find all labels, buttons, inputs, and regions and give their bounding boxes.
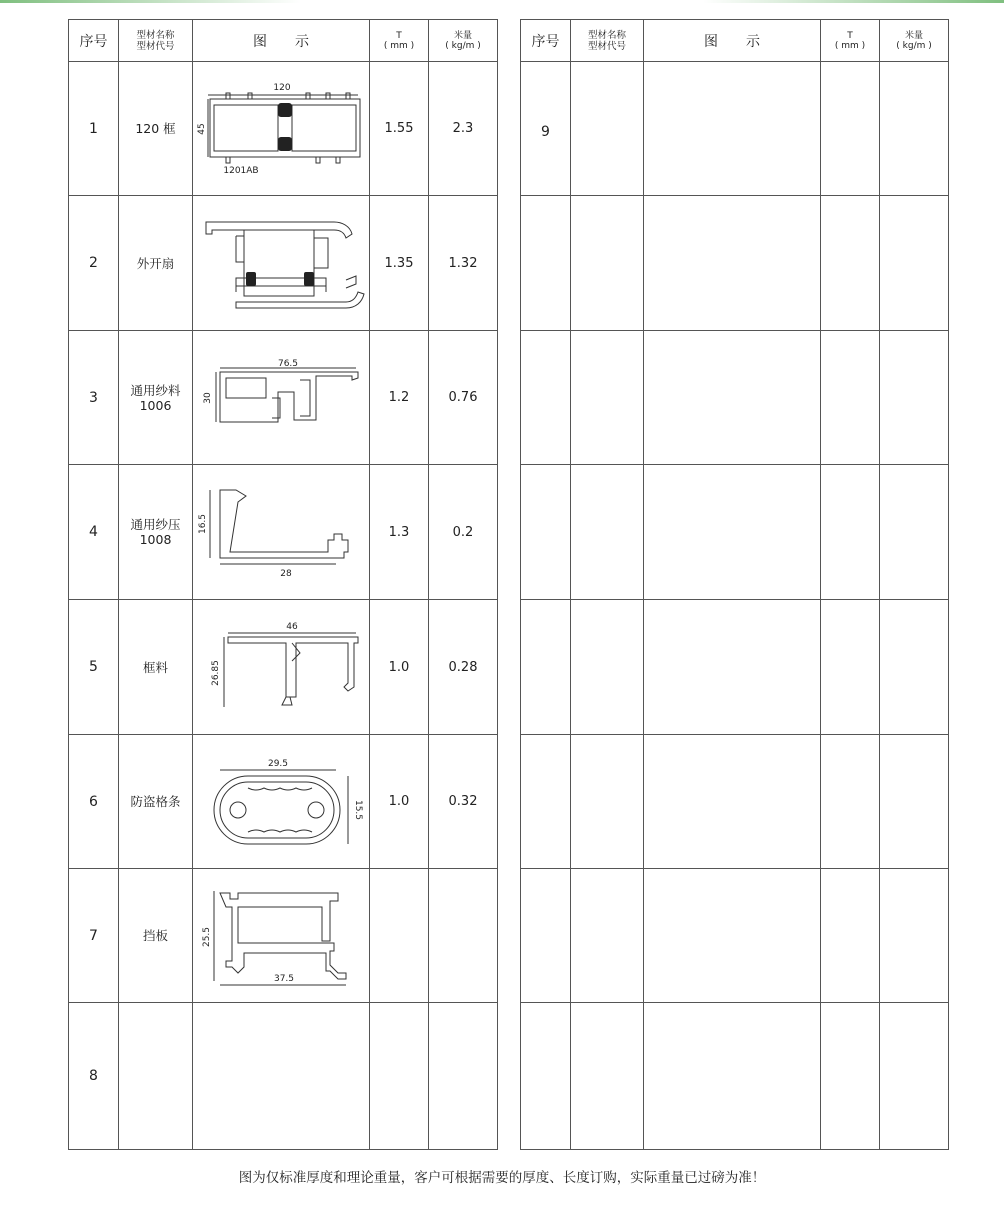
row-name	[571, 869, 644, 1003]
dim-label-height: 16.5	[198, 513, 208, 535]
profile-drawing	[196, 358, 366, 438]
profile-figure-empty	[644, 331, 821, 465]
row-name	[571, 465, 644, 600]
table-row	[69, 869, 498, 1003]
row-name-line2: 1006	[139, 397, 172, 413]
row-thickness	[821, 465, 880, 600]
row-name-line1: 通用纱压	[130, 517, 181, 532]
row-weight: 0.32	[429, 735, 498, 869]
row-no	[521, 600, 571, 735]
dim-label-height: 15.5	[353, 799, 363, 820]
row-thickness: 1.35	[370, 196, 429, 331]
row-name	[571, 196, 644, 331]
table-row	[69, 465, 498, 600]
header-name-line1: 型材名称	[136, 29, 175, 41]
row-name: 挡板	[119, 869, 193, 1003]
table-row	[69, 331, 498, 465]
dim-label-height: 30	[203, 391, 213, 404]
row-no: 4	[69, 465, 119, 600]
row-name	[571, 331, 644, 465]
dim-label-width: 120	[273, 82, 291, 93]
row-thickness	[370, 1003, 429, 1150]
header-t-line2: ( mm )	[383, 40, 415, 51]
row-thickness: 1.0	[370, 600, 429, 735]
row-weight	[429, 1003, 498, 1150]
table-row	[521, 600, 949, 735]
profile-outline	[220, 490, 348, 558]
header-t-line1: T	[396, 30, 402, 41]
row-name	[119, 1003, 193, 1150]
row-thickness	[821, 331, 880, 465]
header-t-line1: T	[847, 30, 853, 41]
dim-label-width: 28	[280, 569, 292, 579]
table-row	[521, 1003, 949, 1150]
profile-figure-empty	[644, 1003, 821, 1150]
header-no: 序号	[521, 20, 571, 62]
header-weight	[880, 20, 949, 62]
profile-figure-empty	[644, 869, 821, 1003]
header-t-line2: ( mm )	[834, 40, 866, 51]
header-w-line1: 米量	[904, 30, 923, 41]
header-no: 序号	[69, 20, 119, 62]
profile-figure-empty	[644, 465, 821, 600]
row-name	[571, 1003, 644, 1150]
header-name-line2: 型材代号	[587, 40, 626, 52]
profile-outline	[220, 372, 358, 422]
row-thickness: 1.0	[370, 735, 429, 869]
row-no	[521, 869, 571, 1003]
row-thickness: 1.3	[370, 465, 429, 600]
header-thickness	[821, 20, 880, 62]
row-weight	[880, 465, 949, 600]
profile-drawing	[196, 752, 366, 852]
row-weight	[880, 869, 949, 1003]
header-row	[521, 20, 949, 62]
profile-outline	[206, 222, 352, 238]
profile-drawing	[196, 881, 366, 991]
header-figure: 图 示	[644, 20, 821, 62]
header-w-line2: ( kg/m )	[896, 40, 932, 51]
right-spec-table	[520, 19, 949, 1150]
row-no: 9	[521, 62, 571, 196]
header-name	[571, 20, 644, 62]
row-weight: 0.28	[429, 600, 498, 735]
row-thickness	[821, 62, 880, 196]
row-thickness	[821, 735, 880, 869]
profile-figure-baffle	[193, 869, 370, 1003]
row-name	[571, 735, 644, 869]
row-no	[521, 331, 571, 465]
dim-label-width: 76.5	[277, 358, 299, 369]
profile-figure-empty	[193, 1003, 370, 1150]
header-name	[119, 20, 193, 62]
profile-figure-120-frame	[193, 62, 370, 196]
row-no: 5	[69, 600, 119, 735]
row-name: 防盗格条	[119, 735, 193, 869]
profile-drawing	[196, 617, 366, 717]
row-weight: 2.3	[429, 62, 498, 196]
row-weight	[880, 1003, 949, 1150]
row-weight	[880, 62, 949, 196]
table-row	[69, 735, 498, 869]
row-name	[571, 62, 644, 196]
profile-figure-empty	[644, 735, 821, 869]
profile-figure-screen-frame	[193, 331, 370, 465]
row-no: 2	[69, 196, 119, 331]
top-accent-line	[0, 0, 1004, 3]
table-row	[69, 1003, 498, 1150]
dim-label-height: 26.85	[211, 660, 221, 686]
header-figure: 图 示	[193, 20, 370, 62]
header-row	[69, 20, 498, 62]
row-name	[119, 465, 193, 600]
dim-label-width: 37.5	[273, 973, 295, 984]
table-row	[69, 196, 498, 331]
header-w-line2: ( kg/m )	[445, 40, 481, 51]
table-row	[69, 62, 498, 196]
table-row	[521, 869, 949, 1003]
row-name: 120 框	[119, 62, 193, 196]
profile-figure-security-bar	[193, 735, 370, 869]
row-thickness: 1.55	[370, 62, 429, 196]
profile-figure-screen-bead	[193, 465, 370, 600]
row-weight	[429, 869, 498, 1003]
table-row	[69, 600, 498, 735]
profile-outline	[228, 637, 358, 697]
profile-code-label: 1201AB	[223, 165, 259, 176]
footer-note: 图为仅标准厚度和理论重量，客户可根据需要的厚度、长度订购，实际重量已过磅为准！	[238, 1170, 766, 1186]
row-thickness	[821, 1003, 880, 1150]
row-no: 8	[69, 1003, 119, 1150]
profile-drawing	[196, 79, 366, 179]
profile-figure-empty	[644, 196, 821, 331]
row-thickness: 1.2	[370, 331, 429, 465]
header-weight	[429, 20, 498, 62]
row-weight	[880, 196, 949, 331]
profile-drawing	[196, 482, 366, 582]
row-name	[571, 600, 644, 735]
row-weight: 0.76	[429, 331, 498, 465]
table-row	[521, 735, 949, 869]
row-weight	[880, 735, 949, 869]
profile-figure-outward-sash	[193, 196, 370, 331]
row-thickness	[821, 196, 880, 331]
profile-outline	[220, 893, 346, 979]
row-no: 7	[69, 869, 119, 1003]
table-row	[521, 331, 949, 465]
row-thickness	[370, 869, 429, 1003]
profile-drawing	[196, 208, 366, 318]
row-no	[521, 196, 571, 331]
left-spec-table	[68, 19, 498, 1150]
row-no: 3	[69, 331, 119, 465]
row-no: 6	[69, 735, 119, 869]
row-name-line1: 通用纱料	[130, 382, 181, 398]
table-row	[521, 196, 949, 331]
row-weight: 1.32	[429, 196, 498, 331]
row-no	[521, 735, 571, 869]
header-name-line2: 型材代号	[136, 40, 175, 52]
header-name-line1: 型材名称	[587, 29, 626, 41]
header-thickness	[370, 20, 429, 62]
row-no: 1	[69, 62, 119, 196]
dim-label-width: 29.5	[267, 758, 289, 769]
row-weight	[880, 600, 949, 735]
row-name: 框料	[119, 600, 193, 735]
row-weight	[880, 331, 949, 465]
row-no	[521, 465, 571, 600]
row-weight: 0.2	[429, 465, 498, 600]
row-thickness	[821, 600, 880, 735]
row-no	[521, 1003, 571, 1150]
row-thickness	[821, 869, 880, 1003]
profile-figure-empty	[644, 600, 821, 735]
dim-label-height: 25.5	[202, 926, 212, 947]
header-w-line1: 米量	[453, 30, 472, 41]
table-row	[521, 62, 949, 196]
profile-figure-empty	[644, 62, 821, 196]
row-name-line2: 1008	[139, 532, 172, 547]
profile-figure-frame	[193, 600, 370, 735]
row-name	[119, 331, 193, 465]
row-name: 外开扇	[119, 196, 193, 331]
dim-label-height: 45	[197, 122, 207, 135]
dim-label-width: 46	[286, 622, 298, 632]
table-row	[521, 465, 949, 600]
